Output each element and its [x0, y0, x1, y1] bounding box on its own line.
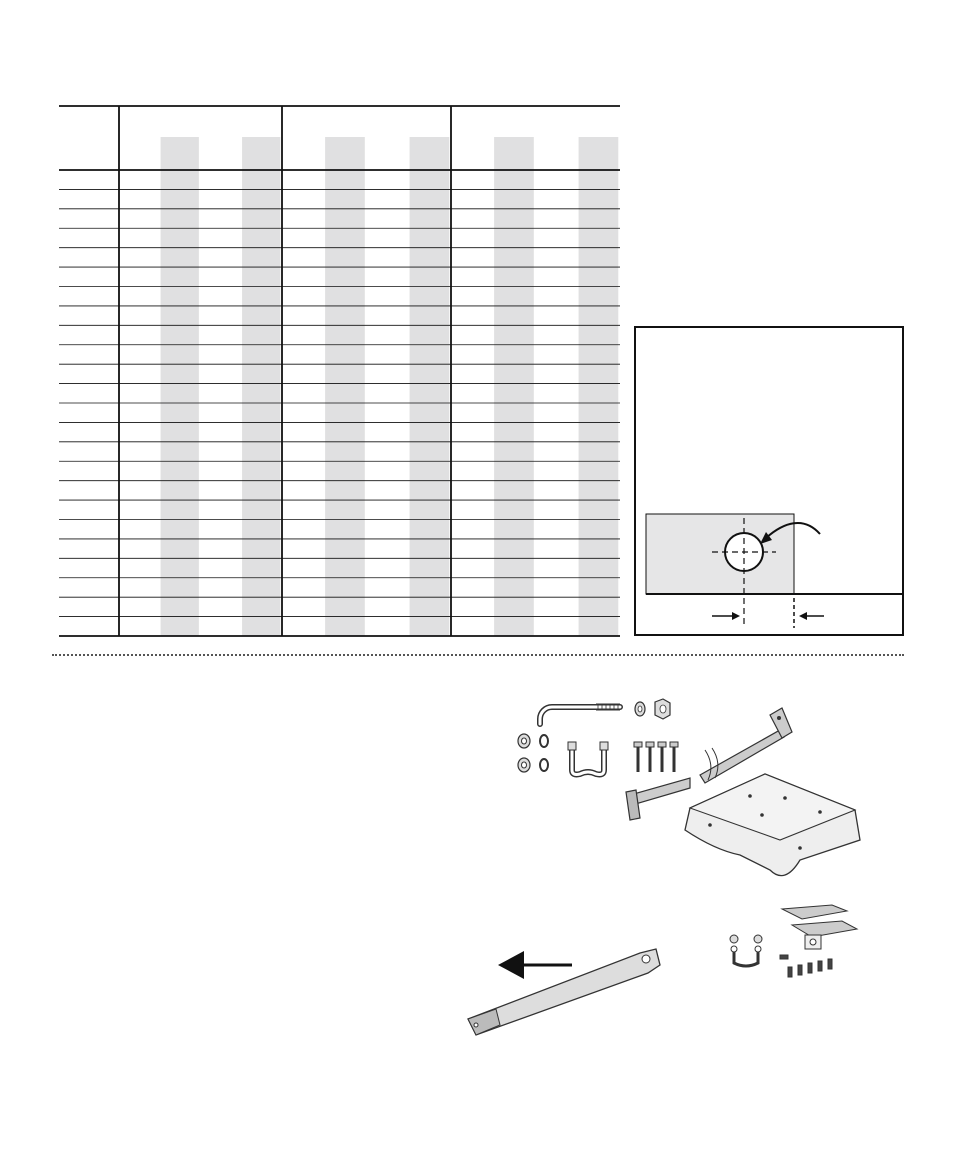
parts-illustration-lower	[462, 895, 872, 1055]
section-divider	[52, 654, 904, 656]
direction-arrow-icon	[498, 951, 572, 979]
shaded-column	[325, 137, 365, 636]
shaded-column	[494, 137, 534, 636]
dimension-arrowhead-right	[799, 612, 807, 620]
mounting-pad-icon	[685, 774, 860, 876]
hole-placement-diagram	[634, 326, 904, 636]
lock-washer-icon	[540, 735, 548, 771]
bolt-icon	[780, 955, 832, 977]
u-bolt-icon	[730, 935, 762, 966]
hex-nut-icon	[655, 699, 670, 719]
hole-diagram-drawing	[634, 326, 904, 636]
mounting-plate	[646, 514, 794, 594]
bracket-plate-icon	[782, 905, 857, 949]
shaded-column	[161, 137, 199, 636]
shaded-column	[410, 137, 450, 636]
stabilizer-bar-icon	[468, 949, 660, 1035]
shaded-column	[579, 137, 619, 636]
flat-washer-icon	[518, 734, 530, 772]
shaded-column	[242, 137, 280, 636]
washer-icon	[635, 702, 645, 716]
j-bolt-icon	[540, 704, 620, 724]
parts-illustration-upper	[500, 690, 880, 890]
u-bolt-icon	[568, 742, 608, 775]
lag-screw-icon	[634, 742, 678, 772]
dimension-arrowhead-left	[732, 612, 740, 620]
